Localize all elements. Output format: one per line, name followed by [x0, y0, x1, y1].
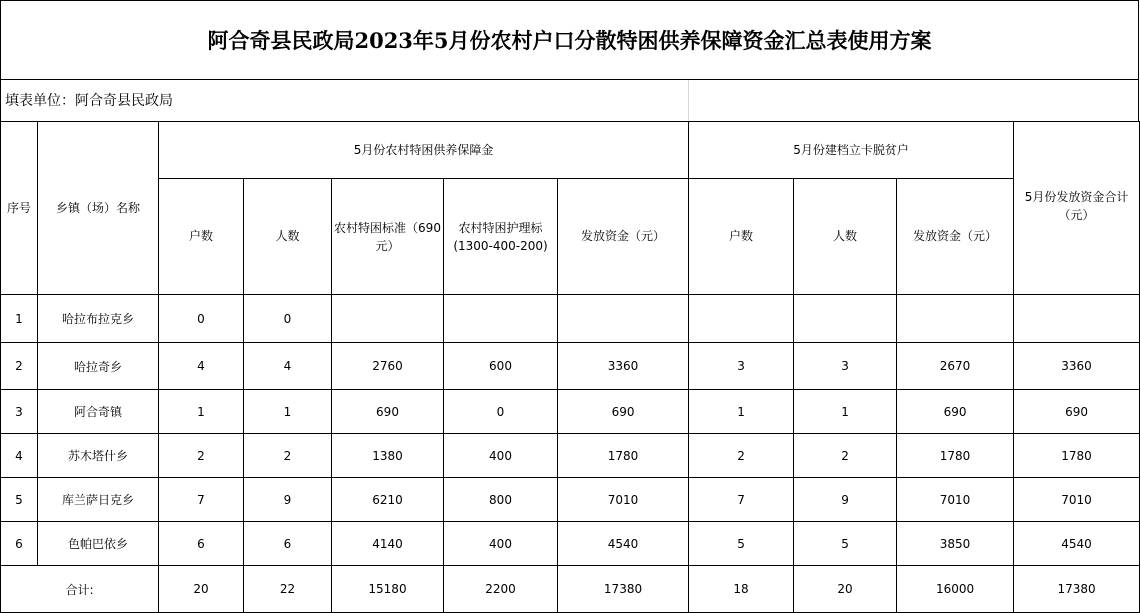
header-town: 乡镇（场）名称	[38, 122, 159, 295]
cell-g1-funds: 690	[558, 390, 689, 434]
cell-g1-households: 4	[159, 343, 244, 390]
data-table	[0, 121, 1140, 613]
cell-g1-care: 800	[444, 478, 558, 522]
total-grand: 17380	[1014, 566, 1140, 613]
cell-g1-care: 400	[444, 434, 558, 478]
total-g1-people: 22	[244, 566, 332, 613]
total-g2-funds: 16000	[897, 566, 1014, 613]
cell-total: 690	[1014, 390, 1140, 434]
cell-g2-households: 7	[689, 478, 794, 522]
totals-label: 合计:	[1, 566, 159, 613]
cell-seq: 1	[1, 295, 38, 343]
cell-g1-people: 4	[244, 343, 332, 390]
cell-g2-funds: 3850	[897, 522, 1014, 566]
cell-g2-people: 9	[794, 478, 897, 522]
cell-total: 3360	[1014, 343, 1140, 390]
cell-town: 阿合奇镇	[38, 390, 159, 434]
total-g2-people: 20	[794, 566, 897, 613]
total-g1-households: 20	[159, 566, 244, 613]
cell-g1-funds	[558, 295, 689, 343]
cell-total: 4540	[1014, 522, 1140, 566]
cell-g2-funds: 690	[897, 390, 1014, 434]
cell-g1-care: 600	[444, 343, 558, 390]
cell-divider	[688, 80, 689, 122]
cell-g2-households: 2	[689, 434, 794, 478]
cell-g1-people: 0	[244, 295, 332, 343]
total-g1-funds: 17380	[558, 566, 689, 613]
cell-g1-people: 9	[244, 478, 332, 522]
cell-g2-people	[794, 295, 897, 343]
total-g2-households: 18	[689, 566, 794, 613]
cell-g2-people: 3	[794, 343, 897, 390]
table-row	[1, 343, 1140, 390]
page-title: 阿合奇县民政局2023年5月份农村户口分散特困供养保障资金汇总表使用方案	[0, 0, 1139, 80]
cell-town: 库兰萨日克乡	[38, 478, 159, 522]
totals-row	[1, 566, 1140, 613]
cell-g1-standard: 1380	[332, 434, 444, 478]
cell-g1-people: 2	[244, 434, 332, 478]
header-g2-households: 户数	[689, 179, 794, 295]
cell-total	[1014, 295, 1140, 343]
header-g1-care: 农村特困护理标(1300-400-200)	[444, 179, 558, 295]
cell-g1-standard: 690	[332, 390, 444, 434]
header-g1-households: 户数	[159, 179, 244, 295]
header-g2-people: 人数	[794, 179, 897, 295]
cell-g1-funds: 1780	[558, 434, 689, 478]
header-row-group	[1, 122, 1140, 179]
cell-g1-standard: 6210	[332, 478, 444, 522]
cell-town: 哈拉布拉克乡	[38, 295, 159, 343]
cell-g1-standard: 2760	[332, 343, 444, 390]
total-g1-care: 2200	[444, 566, 558, 613]
cell-g2-households: 5	[689, 522, 794, 566]
cell-seq: 2	[1, 343, 38, 390]
cell-g1-households: 6	[159, 522, 244, 566]
header-group-rural-support: 5月份农村特困供养保障金	[159, 122, 689, 179]
total-g1-standard: 15180	[332, 566, 444, 613]
cell-g1-households: 7	[159, 478, 244, 522]
cell-g1-funds: 7010	[558, 478, 689, 522]
header-g2-funds: 发放资金（元）	[897, 179, 1014, 295]
unit-label: 填表单位：阿合奇县民政局	[5, 93, 173, 109]
unit-row	[0, 80, 1139, 122]
cell-g2-people: 2	[794, 434, 897, 478]
cell-g2-funds: 1780	[897, 434, 1014, 478]
cell-g1-households: 2	[159, 434, 244, 478]
cell-g1-standard	[332, 295, 444, 343]
cell-g2-funds	[897, 295, 1014, 343]
cell-g1-funds: 4540	[558, 522, 689, 566]
cell-seq: 3	[1, 390, 38, 434]
header-g1-people: 人数	[244, 179, 332, 295]
cell-g2-people: 5	[794, 522, 897, 566]
table-row	[1, 295, 1140, 343]
header-seq: 序号	[1, 122, 38, 295]
table-row	[1, 522, 1140, 566]
table-row	[1, 478, 1140, 522]
cell-town: 哈拉奇乡	[38, 343, 159, 390]
cell-g1-care: 0	[444, 390, 558, 434]
cell-g2-households: 3	[689, 343, 794, 390]
cell-g2-people: 1	[794, 390, 897, 434]
cell-g2-households: 1	[689, 390, 794, 434]
cell-total: 7010	[1014, 478, 1140, 522]
cell-total: 1780	[1014, 434, 1140, 478]
cell-town: 色帕巴依乡	[38, 522, 159, 566]
cell-g1-people: 6	[244, 522, 332, 566]
cell-seq: 6	[1, 522, 38, 566]
header-row-sub	[1, 179, 1140, 295]
cell-g1-care: 400	[444, 522, 558, 566]
table-row	[1, 390, 1140, 434]
cell-g1-people: 1	[244, 390, 332, 434]
cell-g1-funds: 3360	[558, 343, 689, 390]
table-row	[1, 434, 1140, 478]
cell-g2-funds: 7010	[897, 478, 1014, 522]
cell-town: 苏木塔什乡	[38, 434, 159, 478]
header-total: 5月份发放资金合计（元）	[1014, 122, 1140, 295]
cell-g1-households: 1	[159, 390, 244, 434]
cell-seq: 5	[1, 478, 38, 522]
header-group-poverty-relief: 5月份建档立卡脱贫户	[689, 122, 1014, 179]
header-g1-funds: 发放资金（元）	[558, 179, 689, 295]
cell-g2-funds: 2670	[897, 343, 1014, 390]
cell-g1-care	[444, 295, 558, 343]
cell-g2-households	[689, 295, 794, 343]
cell-g1-households: 0	[159, 295, 244, 343]
header-g1-standard: 农村特困标准（690元）	[332, 179, 444, 295]
cell-seq: 4	[1, 434, 38, 478]
cell-g1-standard: 4140	[332, 522, 444, 566]
